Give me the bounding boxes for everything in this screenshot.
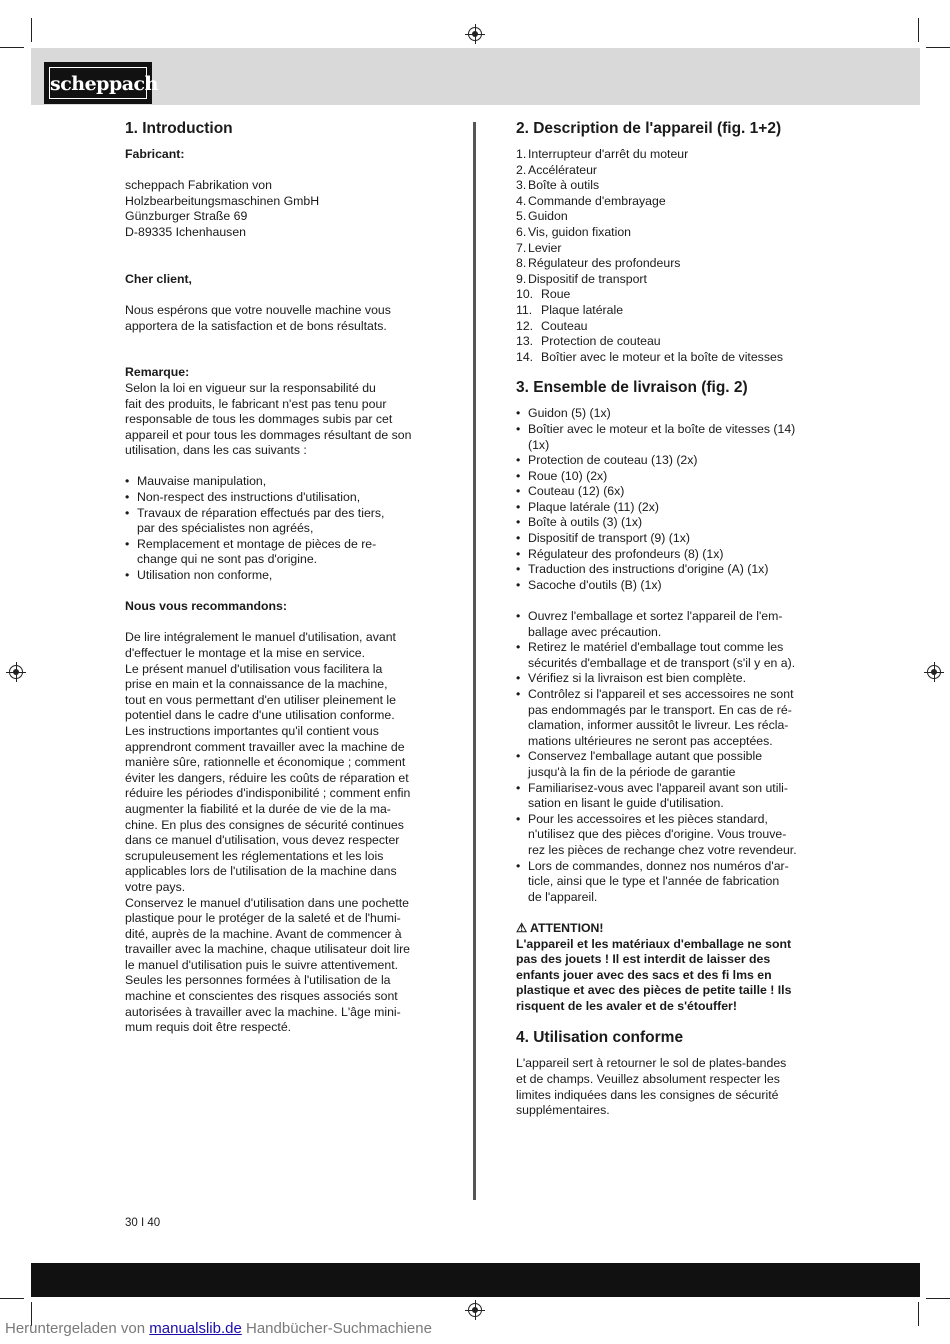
- address-line: scheppach Fabrikation von: [125, 178, 272, 193]
- text-line: responsable de tous les dommages subis par cet: [125, 412, 393, 427]
- text-line: d'effectuer le montage et la mise en service.: [125, 646, 365, 660]
- text-line: et de champs. Veuillez absolument respecter les: [516, 1072, 780, 1087]
- text-line: plastique pour le protéger de la saleté et de l'humi-: [125, 911, 401, 926]
- text-line: le manuel d'utilisation puis le suivre attentivement.: [125, 957, 399, 972]
- list-item: • Couteau (12) (6x): [516, 484, 836, 500]
- text-line: dans ce manuel d'utilisation, vous devez respecter: [125, 833, 400, 848]
- text-line: L'appareil sert à retourner le sol de plates-bandes: [516, 1056, 787, 1071]
- text-line: manière sûre, rationnelle et économique ; comment: [125, 755, 406, 770]
- section-title-usage: 4. Utilisation conforme: [516, 1029, 684, 1047]
- text-line: Nous espérons que votre nouvelle machine vous: [125, 302, 391, 317]
- left-column: [125, 119, 445, 1036]
- liability-cases-list: [125, 474, 445, 583]
- list-item: • Plaque latérale (11) (2x): [516, 500, 836, 516]
- usage-text: [516, 1056, 836, 1118]
- text-line: risquent de les avaler et de s'étouffer!: [516, 998, 737, 1013]
- text-line: Le présent manuel d'utilisation vous facilitera la: [125, 661, 383, 676]
- list-item: 6. Vis, guidon fixation: [516, 224, 631, 239]
- text-line: Seules les personnes formées à l'utilisation de la: [125, 973, 391, 988]
- brand-logo: [44, 62, 158, 104]
- fabricant-label: Fabricant:: [125, 147, 185, 161]
- footer-bar: [31, 1263, 920, 1297]
- list-item: • Remplacement et montage de pièces de re- change qui ne sont pas d'origine.: [125, 537, 445, 568]
- list-item: • Familiarisez-vous avec l'appareil avant son utili- sation en lisant le guide d'utilisation.: [516, 781, 836, 812]
- delivery-list: [516, 406, 836, 593]
- list-item: • Ouvrez l'emballage et sortez l'appareil de l'em- ballage avec précaution.: [516, 609, 836, 640]
- text-line: Les instructions importantes qu'il contient vous: [125, 723, 379, 738]
- text-line: scrupuleusement les réglementations et les lois: [125, 848, 384, 863]
- list-item: • Contrôlez si l'appareil et ses accessoires ne sont pas endommagés par le transport. En cas de ré- clamation, informer aussitôt le livreur. Les récla- mations ultérieures ne seront pas acceptées.: [516, 687, 836, 749]
- manufacturer-address: [125, 178, 445, 240]
- text-line: travailler avec la machine, chaque utilisateur doit lire: [125, 942, 411, 957]
- list-item: 8. Régulateur des profondeurs: [516, 256, 681, 271]
- crop-mark: [31, 18, 32, 42]
- address-line: Holzbearbeitungsmaschinen GmbH: [125, 193, 320, 208]
- registration-mark-icon: [9, 665, 23, 679]
- right-column: [516, 119, 836, 1119]
- list-item: • Lors de commandes, donnez nos numéros d'ar- ticle, ainsi que le type et l'année de fabrication de l'appareil.: [516, 859, 836, 906]
- text-line: éviter les dangers, réduire les coûts de réparation et: [125, 770, 409, 785]
- registration-mark-icon: [927, 665, 941, 679]
- text-line: limites indiquées dans les consignes de sécurité: [516, 1087, 779, 1102]
- crop-mark: [918, 1302, 919, 1326]
- greeting-text: [125, 303, 445, 334]
- list-item: 2. Accélérateur: [516, 162, 598, 177]
- text-line: enfants jouer avec des sacs et des fi lms en: [516, 967, 772, 982]
- text-line: dité, auprès de la machine. Avant de commencer à: [125, 926, 402, 941]
- text-line: votre pays.: [125, 879, 186, 894]
- list-item: • Guidon (5) (1x): [516, 406, 836, 422]
- list-item: • Utilisation non conforme,: [125, 568, 445, 584]
- text-line: plastique et avec des pièces de petite taille ! Ils: [516, 983, 792, 998]
- registration-mark-icon: [468, 27, 482, 41]
- address-line: Günzburger Straße 69: [125, 209, 248, 224]
- list-item: 11. Plaque latérale: [516, 302, 624, 317]
- recommend-text: [125, 630, 445, 1035]
- list-item: 13. Protection de couteau: [516, 334, 661, 349]
- registration-mark-icon: [468, 1303, 482, 1317]
- text-line: Selon la loi en vigueur sur la responsabilité du: [125, 380, 376, 395]
- text-line: L'appareil et les matériaux d'emballage ne sont: [516, 936, 792, 951]
- download-note: [5, 1320, 432, 1337]
- text-line: apprendront comment travailler avec la machine de: [125, 739, 405, 754]
- remarque-label: Remarque:: [125, 365, 190, 380]
- text-line: fait des produits, le fabricant n'est pas tenu pour: [125, 396, 387, 411]
- list-item: 14. Boîtier avec le moteur et la boîte de vitesses: [516, 349, 783, 364]
- list-item: • Protection de couteau (13) (2x): [516, 453, 836, 469]
- section-title-introduction: 1. Introduction: [125, 120, 233, 137]
- list-item: 10. Roue: [516, 287, 571, 302]
- list-item: • Roue (10) (2x): [516, 469, 836, 485]
- crop-mark: [926, 47, 950, 48]
- download-prefix: Heruntergeladen von: [5, 1320, 150, 1337]
- header-bar: [31, 48, 920, 105]
- list-item: • Retirez le matériel d'emballage tout comme les sécurités d'emballage et de transport (s'il y en a).: [516, 640, 836, 671]
- text-line: pas des jouets ! Il est interdit de laisser des: [516, 952, 771, 967]
- text-line: réduire les périodes d'indisponibilité ; comment enfin: [125, 786, 411, 801]
- list-item: 4. Commande d'embrayage: [516, 193, 666, 208]
- list-item: • Régulateur des profondeurs (8) (1x): [516, 547, 836, 563]
- text-line: chine. En plus des consignes de sécurité continues: [125, 817, 404, 832]
- list-item: 5. Guidon: [516, 209, 568, 224]
- list-item: • Travaux de réparation effectués par des tiers, par des spécialistes non agréés,: [125, 506, 445, 537]
- remarque-text: [125, 381, 445, 459]
- text-line: Conservez le manuel d'utilisation dans une pochette: [125, 895, 409, 910]
- text-line: machine et conscientes des risques associés sont: [125, 989, 398, 1004]
- text-line: supplémentaires.: [516, 1103, 610, 1118]
- list-item: • Pour les accessoires et les pièces standard, n'utilisez que des pièces d'origine. Vous trouve- rez les pièces de rechange chez votre revendeur.: [516, 812, 836, 859]
- brand-logo-text: scheppach: [49, 67, 147, 99]
- text-line: mum requis doit être respecté.: [125, 1020, 292, 1035]
- text-line: apportera de la satisfaction et de bons résultats.: [125, 318, 387, 333]
- list-item: • Traduction des instructions d'origine (A) (1x): [516, 562, 836, 578]
- list-item: • Boîtier avec le moteur et la boîte de vitesses (14) (1x): [516, 422, 836, 453]
- list-item: 1. Interrupteur d'arrêt du moteur: [516, 147, 689, 161]
- section-title-delivery: 3. Ensemble de livraison (fig. 2): [516, 379, 748, 397]
- text-line: applicables lors de l'utilisation de la machine dans: [125, 864, 397, 879]
- text-line: autorisées à travailler avec la machine. L'âge mini-: [125, 1004, 401, 1019]
- crop-mark: [918, 18, 919, 42]
- crop-mark: [0, 1298, 24, 1299]
- list-item: • Mauvaise manipulation,: [125, 474, 445, 490]
- text-line: potentiel dans le cadre d'une utilisation conforme.: [125, 708, 395, 723]
- list-item: • Sacoche d'outils (B) (1x): [516, 578, 836, 594]
- crop-mark: [926, 1298, 950, 1299]
- section-title-description: 2. Description de l'appareil (fig. 1+2): [516, 120, 782, 137]
- text-line: De lire intégralement le manuel d'utilisation, avant: [125, 630, 396, 645]
- text-line: augmenter la fiabilité et la durée de vie de la ma-: [125, 801, 391, 816]
- attention-warning: [516, 921, 836, 1015]
- list-item: 3. Boîte à outils: [516, 178, 600, 193]
- address-line: D-89335 Ichenhausen: [125, 224, 247, 239]
- parts-list: [516, 147, 836, 365]
- text-line: prise en main et la connaissance de la machine,: [125, 677, 388, 692]
- recommend-label: Nous vous recommandons:: [125, 599, 287, 614]
- crop-mark: [0, 47, 24, 48]
- list-item: 12. Couteau: [516, 318, 588, 333]
- cher-client-label: Cher client,: [125, 271, 192, 286]
- list-item: 7. Levier: [516, 240, 562, 255]
- list-item: • Non-respect des instructions d'utilisation,: [125, 490, 445, 506]
- list-item: • Dispositif de transport (9) (1x): [516, 531, 836, 547]
- page-number: 30 I 40: [125, 1217, 161, 1229]
- download-suffix: Handbücher-Suchmachiene: [241, 1320, 432, 1337]
- text-line: utilisation, dans les cas suivants :: [125, 443, 307, 458]
- attention-label: ⚠ ATTENTION!: [516, 920, 604, 935]
- list-item: • Conservez l'emballage autant que possible jusqu'à la fin de la période de garantie: [516, 749, 836, 780]
- list-item: • Boîte à outils (3) (1x): [516, 515, 836, 531]
- list-item: 9. Dispositif de transport: [516, 271, 647, 286]
- unpacking-list: [516, 609, 836, 905]
- manualslib-link[interactable]: manualslib.de: [149, 1320, 242, 1337]
- text-line: tout en vous permettant d'en utiliser pleinement le: [125, 692, 396, 707]
- column-divider: [473, 122, 476, 1200]
- text-line: appareil et pour tous les dommages résultant de son: [125, 427, 412, 442]
- list-item: • Vérifiez si la livraison est bien complète.: [516, 671, 836, 687]
